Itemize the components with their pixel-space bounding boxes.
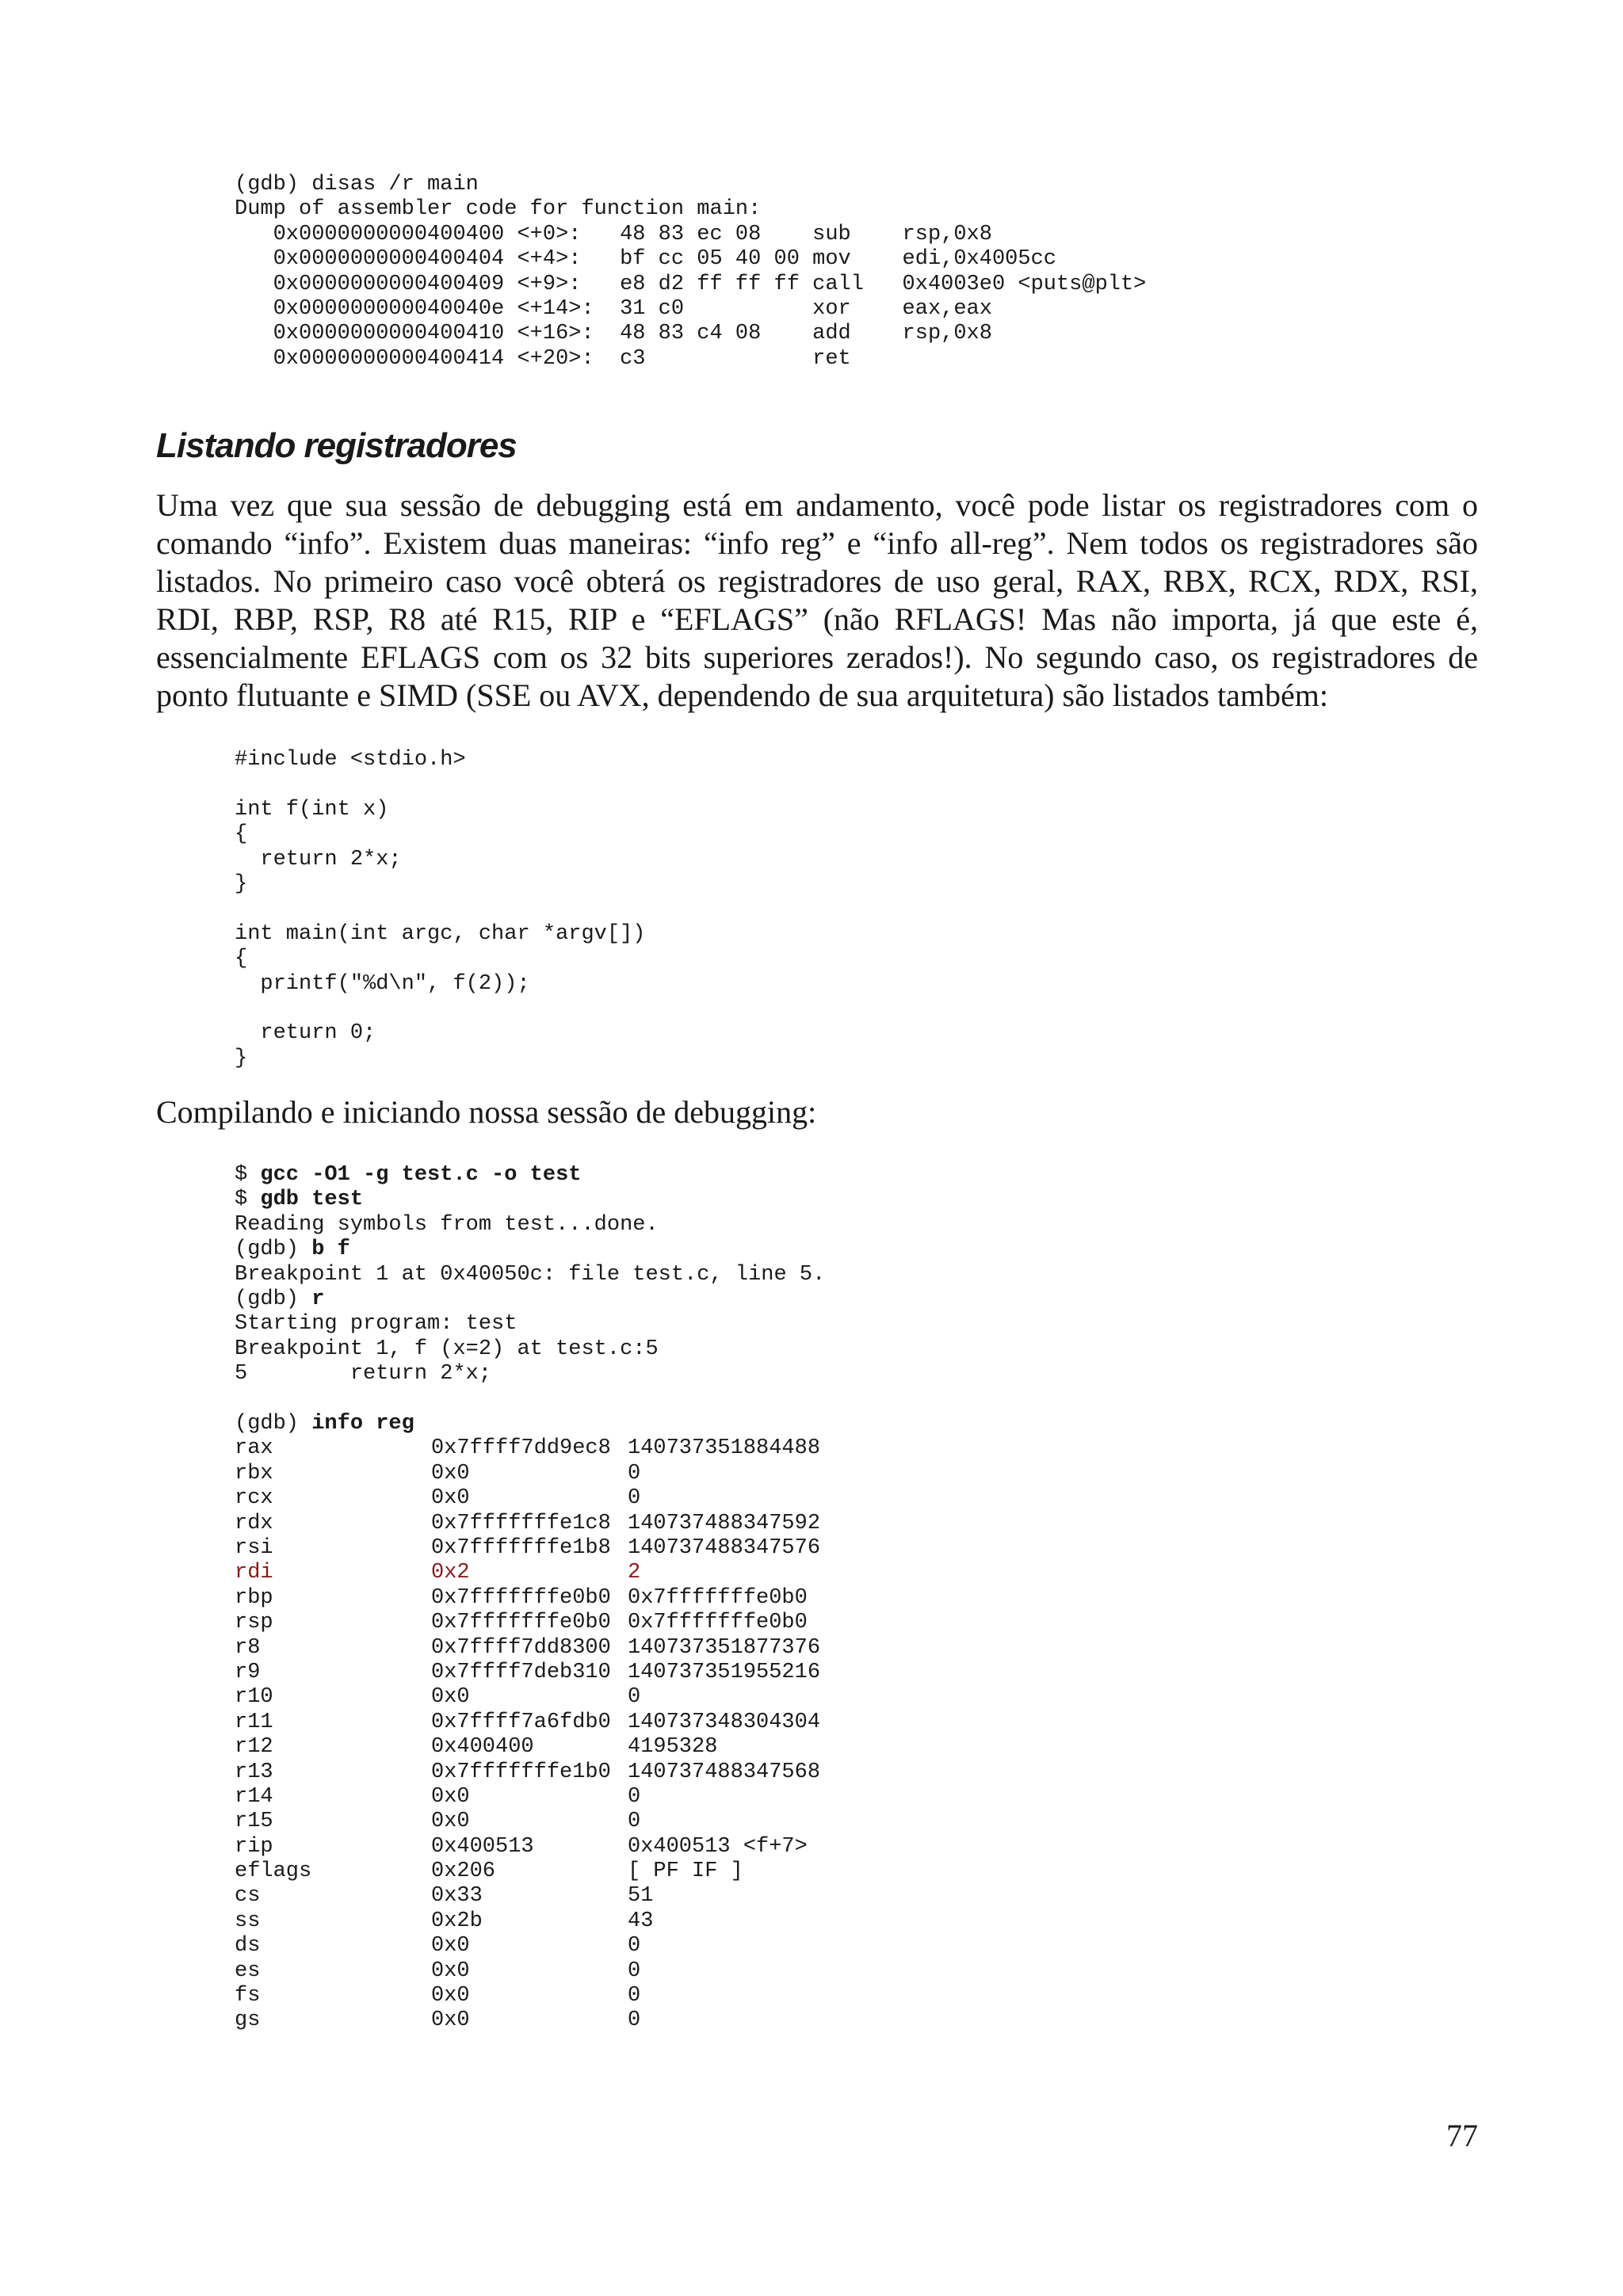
register-name: cs xyxy=(235,1884,261,1909)
register-row xyxy=(235,1984,825,2008)
register-hex-value: 0x0 xyxy=(431,1486,470,1511)
register-hex-value: 0x7fffffffe1b0 xyxy=(431,1760,611,1784)
register-natural-value: 0 xyxy=(628,1934,641,1958)
register-natural-value: 140737351884488 xyxy=(628,1436,821,1461)
register-name: rbx xyxy=(235,1461,273,1486)
register-name: r11 xyxy=(235,1710,273,1734)
section-heading: Listando registradores xyxy=(156,426,517,465)
register-natural-value: 0 xyxy=(628,1685,641,1710)
register-natural-value: 140737351877376 xyxy=(628,1635,821,1660)
code-line: 0x0000000000400404 <+4>: bf cc 05 40 00 mov edi,0x4005cc xyxy=(235,247,1056,272)
register-row xyxy=(235,1512,825,1536)
code-line: 0x0000000000400410 <+16>: 48 83 c4 08 add rsp,0x8 xyxy=(235,322,992,346)
register-natural-value: 0x7fffffffe0b0 xyxy=(628,1585,808,1610)
register-name: rax xyxy=(235,1436,273,1461)
terminal-command: b f xyxy=(311,1238,350,1262)
code-line: #include <stdio.h> xyxy=(235,748,466,772)
code-line: } xyxy=(235,1046,248,1070)
register-name: rcx xyxy=(235,1486,273,1511)
code-line: return 2*x; xyxy=(235,847,402,871)
register-row xyxy=(235,1561,825,1585)
register-name: rip xyxy=(235,1834,273,1859)
c-source-code-block xyxy=(235,748,645,1071)
register-name: r10 xyxy=(235,1685,273,1710)
register-name: es xyxy=(235,1958,261,1983)
register-name: fs xyxy=(235,1984,261,2008)
register-name: rdx xyxy=(235,1511,273,1535)
terminal-command: gcc -O1 -g test.c -o test xyxy=(260,1163,582,1187)
register-natural-value: 0 xyxy=(628,1784,641,1809)
register-row xyxy=(235,1711,825,1735)
register-name: r12 xyxy=(235,1735,273,1760)
register-natural-value: 0 xyxy=(628,1958,641,1983)
terminal-line: Breakpoint 1 at 0x40050c: file test.c, line 5. xyxy=(235,1262,826,1287)
register-name: ss xyxy=(235,1909,261,1933)
code-line: 0x0000000000400409 <+9>: e8 d2 ff ff ff call 0x4003e0 <puts@plt> xyxy=(235,272,1147,296)
code-line: { xyxy=(235,822,248,847)
register-natural-value: 140737351955216 xyxy=(628,1660,821,1684)
register-hex-value: 0x0 xyxy=(431,1461,470,1486)
register-hex-value: 0x7fffffffe0b0 xyxy=(431,1585,611,1610)
register-row xyxy=(235,1760,825,1785)
register-row xyxy=(235,1859,825,1884)
register-row xyxy=(235,1536,825,1561)
register-hex-value: 0x7ffff7dd8300 xyxy=(431,1635,611,1660)
register-row xyxy=(235,1436,825,1461)
register-row xyxy=(235,1835,825,1859)
register-name: r9 xyxy=(235,1660,261,1684)
body-paragraph: Compilando e iniciando nossa sessão de debugging: xyxy=(156,1094,817,1130)
register-hex-value: 0x7fffffffe1b8 xyxy=(431,1536,611,1561)
code-line: int main(int argc, char *argv[]) xyxy=(235,921,646,946)
register-row xyxy=(235,1735,825,1760)
register-natural-value: 0 xyxy=(628,2008,641,2033)
register-name: rdi xyxy=(235,1561,273,1585)
terminal-line: 5 return 2*x; xyxy=(235,1362,492,1386)
register-natural-value: 43 xyxy=(628,1909,654,1933)
register-hex-value: 0x206 xyxy=(431,1859,496,1884)
register-natural-value: 0 xyxy=(628,1984,641,2008)
register-natural-value: 140737348304304 xyxy=(628,1710,821,1734)
register-natural-value: [ PF IF ] xyxy=(628,1859,743,1884)
code-line: int f(int x) xyxy=(235,797,389,822)
terminal-line: Starting program: test xyxy=(235,1312,517,1337)
terminal-line: Reading symbols from test...done. xyxy=(235,1212,659,1237)
register-natural-value: 2 xyxy=(628,1561,641,1585)
register-row xyxy=(235,1959,825,1984)
register-natural-value: 0x7fffffffe0b0 xyxy=(628,1611,808,1635)
register-hex-value: 0x33 xyxy=(431,1884,483,1909)
register-row xyxy=(235,1661,825,1685)
terminal-line: $ gdb test xyxy=(235,1188,364,1212)
register-row xyxy=(235,1810,825,1834)
register-hex-value: 0x7ffff7dd9ec8 xyxy=(431,1436,611,1461)
disassembly-code-block xyxy=(235,173,1146,372)
code-line: (gdb) disas /r main xyxy=(235,173,479,196)
register-natural-value: 140737488347576 xyxy=(628,1536,821,1561)
register-natural-value: 51 xyxy=(628,1884,654,1909)
register-name: r13 xyxy=(235,1760,273,1784)
terminal-line: (gdb) r xyxy=(235,1287,325,1312)
register-hex-value: 0x0 xyxy=(431,2008,470,2033)
register-natural-value: 0x400513 <f+7> xyxy=(628,1834,808,1859)
register-row xyxy=(235,1611,825,1635)
register-hex-value: 0x400400 xyxy=(431,1735,534,1760)
register-natural-value: 140737488347592 xyxy=(628,1511,821,1535)
terminal-session-block xyxy=(235,1163,825,2034)
code-line: 0x0000000000400400 <+0>: 48 83 ec 08 sub rsp,0x8 xyxy=(235,222,992,246)
terminal-command: info reg xyxy=(311,1412,414,1436)
register-row xyxy=(235,1785,825,1810)
terminal-line: $ gcc -O1 -g test.c -o test xyxy=(235,1163,582,1187)
code-line: } xyxy=(235,872,248,897)
register-name: rsi xyxy=(235,1536,273,1561)
register-hex-value: 0x2b xyxy=(431,1909,483,1933)
register-natural-value: 0 xyxy=(628,1461,641,1486)
register-natural-value: 4195328 xyxy=(628,1735,718,1760)
register-hex-value: 0x0 xyxy=(431,1934,470,1958)
register-name: gs xyxy=(235,2008,261,2033)
register-row xyxy=(235,1586,825,1611)
register-hex-value: 0x0 xyxy=(431,1810,470,1834)
register-name: r8 xyxy=(235,1635,261,1660)
code-line: printf("%d\n", f(2)); xyxy=(235,971,530,996)
register-name: rsp xyxy=(235,1611,273,1635)
register-hex-value: 0x0 xyxy=(431,1984,470,2008)
register-row xyxy=(235,1884,825,1909)
register-hex-value: 0x2 xyxy=(431,1561,470,1585)
register-name: ds xyxy=(235,1934,261,1958)
register-row xyxy=(235,1486,825,1511)
code-line: return 0; xyxy=(235,1021,376,1046)
register-row xyxy=(235,2008,825,2033)
register-name: r15 xyxy=(235,1810,273,1834)
terminal-line: (gdb) b f xyxy=(235,1238,350,1262)
code-line: { xyxy=(235,947,248,971)
register-natural-value: 140737488347568 xyxy=(628,1760,821,1784)
page-number: 77 xyxy=(1446,2118,1478,2153)
register-row xyxy=(235,1462,825,1486)
register-name: eflags xyxy=(235,1859,312,1884)
terminal-command: gdb test xyxy=(260,1188,364,1212)
terminal-command: r xyxy=(311,1287,325,1312)
register-hex-value: 0x400513 xyxy=(431,1834,534,1859)
body-paragraph: Uma vez que sua sessão de debugging está em andamento, você pode listar os registradores com o comando “info”. Existem duas maneiras: “info reg” e “info all-reg”. Nem todos os registradores são listados. No primeiro caso você obterá os registradores de uso geral, RAX, RBX, RCX, RDX, RSI, RDI, RBP, RSP, R8 até R15, RIP e “EFLAGS” (não RFLAGS! Mas não importa, já que este é, essencialmente EFLAGS com os 32 bits superiores zerados!). No segundo caso, os registradores de ponto flutuante e SIMD (SSE ou AVX, dependendo de sua arquitetura) são listados também: xyxy=(156,487,1478,713)
register-hex-value: 0x0 xyxy=(431,1685,470,1710)
register-row xyxy=(235,1685,825,1710)
register-hex-value: 0x7fffffffe0b0 xyxy=(431,1611,611,1635)
register-hex-value: 0x7fffffffe1c8 xyxy=(431,1511,611,1535)
register-table xyxy=(235,1436,825,2033)
code-line: 0x000000000040040e <+14>: 31 c0 xor eax,eax xyxy=(235,297,992,322)
register-name: rbp xyxy=(235,1585,273,1610)
register-hex-value: 0x0 xyxy=(431,1784,470,1809)
register-row xyxy=(235,1934,825,1958)
terminal-line: Breakpoint 1, f (x=2) at test.c:5 xyxy=(235,1337,659,1361)
register-row xyxy=(235,1909,825,1934)
code-line: Dump of assembler code for function main: xyxy=(235,197,762,222)
register-hex-value: 0x0 xyxy=(431,1958,470,1983)
terminal-line: (gdb) info reg xyxy=(235,1412,414,1436)
register-natural-value: 0 xyxy=(628,1486,641,1511)
register-name: r14 xyxy=(235,1784,273,1809)
register-hex-value: 0x7ffff7deb310 xyxy=(431,1660,611,1684)
register-row xyxy=(235,1636,825,1661)
register-hex-value: 0x7ffff7a6fdb0 xyxy=(431,1710,611,1734)
register-natural-value: 0 xyxy=(628,1810,641,1834)
code-line: 0x0000000000400414 <+20>: c3 ret xyxy=(235,346,851,371)
